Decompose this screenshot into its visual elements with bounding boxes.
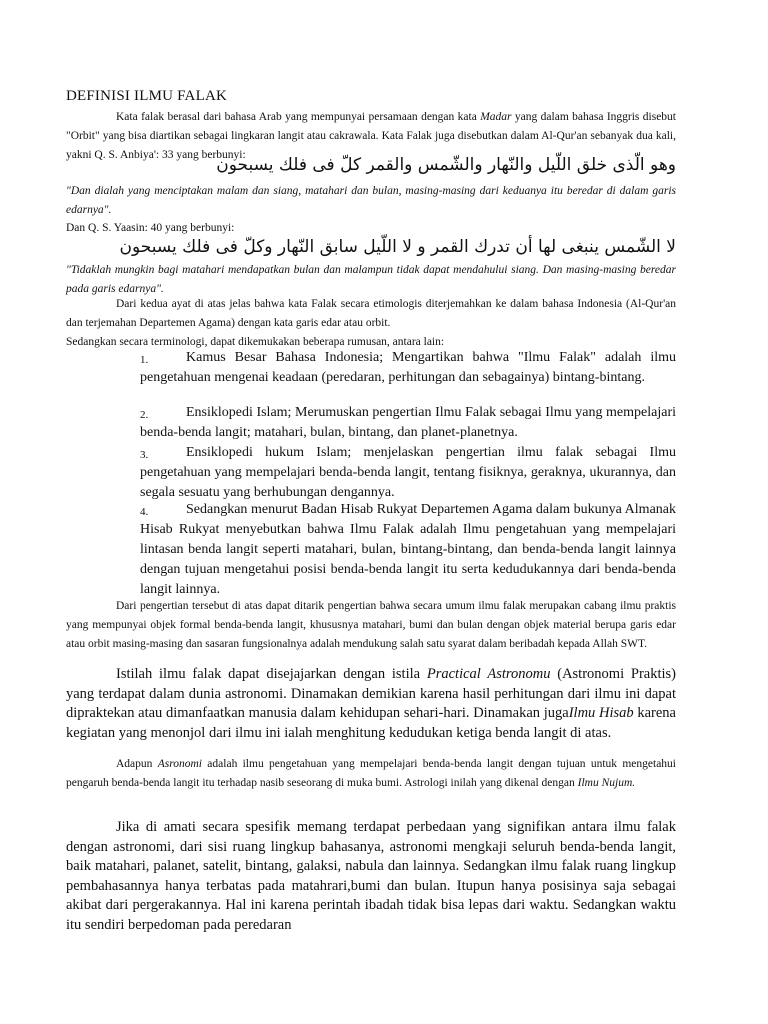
p5-text-b: (Astronomi Praktis) yang terdapat dalam dunia astronomi. Dinamakan demikian karena hasil perhitungan dari ilmu ini dapat dipraktekan atau dimanfaatkan manusia dalam kehidupan sehari-hari. Dinamakan juga — [66, 666, 676, 721]
paragraph-comparison: Jika di amati secara spesifik memang terdapat perbedaan yang signifikan antara ilmu falak dengan astronomi, dari sisi ruang lingkup bahasanya, astronomi mengkaji seluruh benda-benda langit, baik matahari, palanet, satelit, bintang, galaksi, nabula dan lainnya. Sedangkan ilmu falak ruang lingkup pembahasannya hanya terbatas pada matahrari,bumi dan bulan. Itupun hanya posisinya saja sebagai akibat dari pergerakannya. Hal ini karena perintah ibadah tidak bisa lepas dari waktu. Sedangkan waktu itu sendiri berpedoman pada peredaran — [66, 819, 676, 933]
list-item — [140, 403, 676, 443]
list-item-text: Sedangkan menurut Badan Hisab Rukyat Departemen Agama dalam bukunya Almanak Hisab Rukyat menyebutkan bahwa Ilmu Falak adalah Ilmu pengetahuan yang mempelajari lintasan benda langit seperti matahari, bulan, bintang-bintang, dan benda-benda langit lainnya dengan tujuan mengetahui posisi benda-benda langit itu serta kedudukannya dari benda-benda langit lainnya. — [140, 502, 676, 597]
paragraph-practical-astronomy — [66, 665, 676, 743]
list-item-number: 3. — [140, 449, 149, 461]
list-item-text: Ensiklopedi hukum Islam; menjelaskan pengertian ilmu falak sebagai Ilmu pengetahuan yang mempelajari benda-benda langit, tentang fisiknya, geraknya, ukurannya, dan segala sesuatu yang berhubungan dengannya. — [140, 445, 676, 500]
term-asronomi: Asronomi — [157, 758, 203, 770]
list-item-text: Kamus Besar Bahasa Indonesia; Mengartikan bahwa "Ilmu Falak" adalah ilmu pengetahuan mengenai keadaan (peredaran, perhitungan dan sebagainya) bintang-bintang. — [140, 350, 676, 385]
p6-text-b: adalah ilmu pengetahuan yang mempelajari benda-benda langit dengan tujuan untuk mengetahui pengaruh benda-benda langit itu terhadap nasib seseorang di muka bumi. Astrologi inilah yang dikenal dengan — [66, 758, 676, 789]
paragraph-astrology — [66, 755, 676, 793]
p1-text-b: yang dalam bahasa Inggris disebut "Orbit" yang bisa diartikan sebagai lingkaran langit atau cakrawala. Kata Falak juga disebutkan dalam Al-Qur'an sebanyak dua kali, yakni Q. S. Anbiya': 33 yang berbunyi: — [66, 111, 677, 161]
term-practical-astronomy: Practical Astronomu — [426, 666, 551, 682]
p5-text-c: karena kegiatan yang menonjol dari ilmu ini ialah menghitung kedudukan ketiga benda langit di atas. — [66, 705, 676, 741]
list-item — [140, 443, 676, 503]
page-title: DEFINISI ILMU FALAK — [66, 88, 228, 104]
term-madar: Madar — [480, 111, 512, 123]
list-item-number: 1. — [140, 354, 149, 366]
arabic-verse-anbiya: وهو الّذى خلق اللّيل والنّهار والشّمس والقمر كلّ فى فلك يسبحون — [216, 155, 676, 175]
paragraph-conclusion-etymology: Dari kedua ayat di atas jelas bahwa kata Falak secara etimologis diterjemahkan ke dalam bahasa Indonesia (Al-Qur'an dan terjemahan Departemen Agama) dengan kata garis edar atau orbit. — [66, 298, 676, 329]
arabic-verse-yaasin: لا الشّمس ينبغى لها أن تدرك القمر و لا اللّيل سابق النّهار وكلّ فى فلك يسبحون — [119, 237, 676, 257]
translation-anbiya: "Dan dialah yang menciptakan malam dan siang, matahari dan bulan, masing-masing dari keduanya itu beredar di dalam garis edarnya". — [66, 185, 676, 216]
yaasin-intro: Dan Q. S. Yaasin: 40 yang berbunyi: — [66, 222, 235, 234]
translation-yaasin: "Tidaklah mungkin bagi matahari mendapatkan bulan dan malampun tidak dapat mendahului siang. Dan masing-masing beredar pada garis edarnya". — [66, 264, 676, 295]
paragraph-terminology-intro: Sedangkan secara terminologi, dapat dikemukakan beberapa rumusan, antara lain: — [66, 336, 445, 348]
p5-text-a: Istilah ilmu falak dapat disejajarkan dengan istila — [116, 666, 427, 682]
paragraph-general-definition: Dari pengertian tersebut di atas dapat ditarik pengertian bahwa secara umum ilmu falak merupakan cabang ilmu praktis yang mempunyai objek formal benda-benda langit, khususnya matahari, bumi dan bulan dengan objek material berupa garis edar atau orbit masing-masing dan sasaran fungsionalnya adalah mendukung salah satu syarat dalam beribadah kepada Allah SWT. — [66, 600, 676, 650]
list-item-number: 4. — [140, 506, 149, 518]
list-item — [140, 348, 676, 388]
term-ilmu-hisab: Ilmu Hisab — [568, 705, 634, 721]
list-item-number: 2. — [140, 409, 149, 421]
list-item — [140, 500, 676, 600]
list-item-text: Ensiklopedi Islam; Merumuskan pengertian Ilmu Falak sebagai Ilmu yang mempelajari benda-benda langit; matahari, bulan, bintang, dan planet-planetnya. — [140, 405, 676, 440]
p6-text-a: Adapun — [116, 758, 158, 770]
term-ilmu-nujum: Ilmu Nujum. — [577, 777, 636, 789]
p1-text-a: Kata falak berasal dari bahasa Arab yang mempunyai persamaan dengan kata — [116, 111, 481, 123]
